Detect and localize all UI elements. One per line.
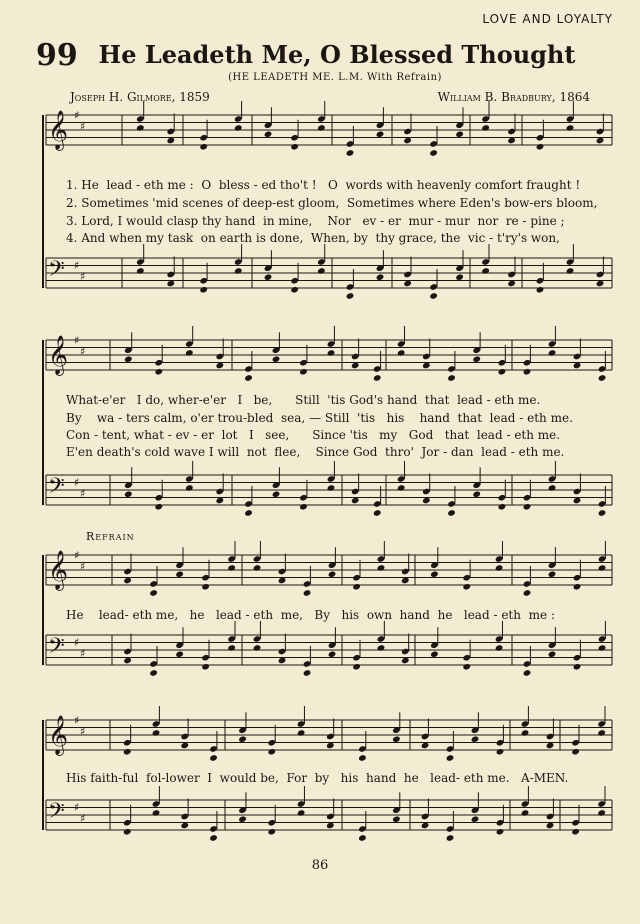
- notehead: [152, 729, 161, 737]
- sharp-sign: ♯: [80, 725, 86, 738]
- notehead: [124, 490, 133, 498]
- notehead: [548, 484, 557, 492]
- sharp-sign: ♯: [74, 636, 80, 649]
- notehead: [496, 828, 505, 836]
- notehead: [123, 828, 132, 836]
- notehead: [495, 644, 504, 652]
- bass-clef: 𝄢: [48, 634, 65, 664]
- notehead: [346, 292, 355, 300]
- notehead: [264, 130, 273, 138]
- notehead: [548, 650, 557, 658]
- notehead: [201, 663, 210, 671]
- notehead: [209, 754, 218, 762]
- notehead: [548, 349, 557, 357]
- notehead: [573, 663, 582, 671]
- notehead: [462, 583, 471, 591]
- notehead: [152, 809, 161, 817]
- notehead: [521, 809, 530, 817]
- notehead: [521, 729, 530, 737]
- bass-clef: 𝄢: [48, 474, 65, 504]
- notehead: [430, 570, 439, 578]
- verse-3-line-2: Con - tent, what - ev - er lot I see, Since 'tis my God that lead - eth me.: [66, 428, 561, 442]
- notehead: [136, 124, 145, 132]
- treble-clef: 𝄞: [48, 110, 69, 150]
- notehead: [299, 503, 308, 511]
- notehead: [523, 368, 532, 376]
- treble-clef: 𝄞: [48, 715, 69, 755]
- notehead: [244, 374, 253, 382]
- notehead: [175, 570, 184, 578]
- notehead: [472, 490, 481, 498]
- notehead: [471, 815, 480, 823]
- verse-3-line-1: 3. Lord, I would clasp thy hand in mine, Nor ev - er mur - mur nor re - pine ;: [66, 214, 565, 228]
- notehead: [548, 570, 557, 578]
- notehead: [446, 834, 455, 842]
- notehead: [598, 644, 607, 652]
- notehead: [498, 368, 507, 376]
- notehead: [472, 355, 481, 363]
- notehead: [446, 754, 455, 762]
- notehead: [238, 815, 247, 823]
- sharp-sign: ♯: [74, 109, 80, 122]
- sharp-sign: ♯: [80, 560, 86, 573]
- notehead: [328, 570, 337, 578]
- notehead: [455, 130, 464, 138]
- sharp-sign: ♯: [74, 801, 80, 814]
- notehead: [598, 509, 607, 517]
- page-number: 86: [311, 858, 329, 873]
- notehead: [154, 503, 163, 511]
- sharp-sign: ♯: [80, 345, 86, 358]
- notehead: [495, 564, 504, 572]
- notehead: [234, 267, 243, 275]
- notehead: [185, 349, 194, 357]
- treble-clef: 𝄞: [48, 335, 69, 375]
- notehead: [264, 273, 273, 281]
- notehead: [267, 748, 276, 756]
- sharp-sign: ♯: [80, 120, 86, 133]
- notehead: [429, 292, 438, 300]
- notehead: [523, 669, 532, 677]
- notehead: [290, 286, 299, 294]
- notehead: [253, 644, 262, 652]
- notehead: [303, 589, 312, 597]
- section-heading: LOVE AND LOYALTY: [482, 12, 613, 26]
- sharp-sign: ♯: [74, 549, 80, 562]
- notehead: [598, 564, 607, 572]
- notehead: [253, 564, 262, 572]
- notehead: [154, 368, 163, 376]
- notehead: [429, 149, 438, 157]
- notehead: [124, 355, 133, 363]
- tune-subtitle: (HE LEADETH ME. L.M. With Refrain): [228, 72, 442, 83]
- notehead: [376, 273, 385, 281]
- notehead: [481, 267, 490, 275]
- notehead: [447, 509, 456, 517]
- sharp-sign: ♯: [80, 270, 86, 283]
- notehead: [571, 828, 580, 836]
- notehead: [346, 149, 355, 157]
- verse-4-line-2: E'en death's cold wave I will not flee, Since God thro' Jor - dan lead - eth me.: [66, 445, 565, 459]
- notehead: [303, 669, 312, 677]
- notehead: [358, 754, 367, 762]
- notehead: [447, 374, 456, 382]
- notehead: [566, 267, 575, 275]
- notehead: [123, 748, 132, 756]
- notehead: [327, 349, 336, 357]
- refrain-line-1: He lead- eth me, he lead - eth me, By his own hand he lead - eth me :: [66, 608, 555, 622]
- notehead: [149, 669, 158, 677]
- bass-clef: 𝄢: [48, 799, 65, 829]
- notehead: [566, 124, 575, 132]
- notehead: [523, 589, 532, 597]
- treble-clef: 𝄞: [48, 550, 69, 590]
- notehead: [573, 583, 582, 591]
- sharp-sign: ♯: [74, 714, 80, 727]
- sharp-sign: ♯: [80, 812, 86, 825]
- notehead: [328, 650, 337, 658]
- notehead: [392, 735, 401, 743]
- notehead: [397, 349, 406, 357]
- notehead: [297, 729, 306, 737]
- music-attribution: William B. Bradbury, 1864: [437, 90, 590, 104]
- refrain-line-2: His faith-ful fol-lower I would be, For by his hand he lead- eth me. A-MEN.: [66, 771, 569, 785]
- notehead: [267, 828, 276, 836]
- notehead: [523, 503, 532, 511]
- notehead: [498, 503, 507, 511]
- notehead: [373, 374, 382, 382]
- notehead: [317, 124, 326, 132]
- verse-2-line-1: 2. Sometimes 'mid scenes of deep-est gloom, Sometimes where Eden's bow-ers bloom,: [66, 196, 598, 210]
- verse-2-line-2: By wa - ters calm, o'er trou-bled sea, — Still 'tis his hand that lead - eth me.: [66, 411, 573, 425]
- notehead: [397, 484, 406, 492]
- sharp-sign: ♯: [74, 476, 80, 489]
- notehead: [471, 735, 480, 743]
- notehead: [199, 143, 208, 151]
- sharp-sign: ♯: [74, 259, 80, 272]
- notehead: [496, 748, 505, 756]
- notehead: [352, 663, 361, 671]
- notehead: [377, 644, 386, 652]
- notehead: [536, 286, 545, 294]
- refrain-label: Refrain: [86, 530, 135, 543]
- notehead: [462, 663, 471, 671]
- notehead: [571, 748, 580, 756]
- notehead: [358, 834, 367, 842]
- notehead: [597, 809, 606, 817]
- notehead: [175, 650, 184, 658]
- words-attribution: Joseph H. Gilmore, 1859: [70, 90, 210, 104]
- notehead: [199, 286, 208, 294]
- notehead: [377, 564, 386, 572]
- notehead: [238, 735, 247, 743]
- notehead: [234, 124, 243, 132]
- notehead: [317, 267, 326, 275]
- notehead: [209, 834, 218, 842]
- verse-1-line-1: 1. He lead - eth me : O bless - ed tho't ! O words with heavenly comfort fraught !: [66, 178, 581, 192]
- sharp-sign: ♯: [74, 334, 80, 347]
- verse-4-line-1: 4. And when my task on earth is done, When, by thy grace, the vic - t'ry's won,: [66, 231, 560, 245]
- notehead: [149, 589, 158, 597]
- notehead: [430, 650, 439, 658]
- notehead: [244, 509, 253, 517]
- notehead: [272, 355, 281, 363]
- notehead: [352, 583, 361, 591]
- notehead: [392, 815, 401, 823]
- notehead: [481, 124, 490, 132]
- notehead: [185, 484, 194, 492]
- notehead: [536, 143, 545, 151]
- verse-1-line-2: What-e'er I do, wher-e'er I be, Still 'tis God's hand that lead - eth me.: [66, 393, 541, 407]
- notehead: [327, 484, 336, 492]
- notehead: [373, 509, 382, 517]
- notehead: [272, 490, 281, 498]
- notehead: [290, 143, 299, 151]
- notehead: [201, 583, 210, 591]
- notehead: [455, 273, 464, 281]
- sharp-sign: ♯: [80, 487, 86, 500]
- notehead: [597, 729, 606, 737]
- sharp-sign: ♯: [80, 647, 86, 660]
- hymn-title: He Leadeth Me, O Blessed Thought: [98, 40, 576, 69]
- notehead: [299, 368, 308, 376]
- notehead: [227, 564, 236, 572]
- hymn-number: 99: [36, 38, 78, 73]
- notehead: [376, 130, 385, 138]
- notehead: [227, 644, 236, 652]
- bass-clef: 𝄢: [48, 257, 65, 287]
- notehead: [598, 374, 607, 382]
- notehead: [136, 267, 145, 275]
- notehead: [297, 809, 306, 817]
